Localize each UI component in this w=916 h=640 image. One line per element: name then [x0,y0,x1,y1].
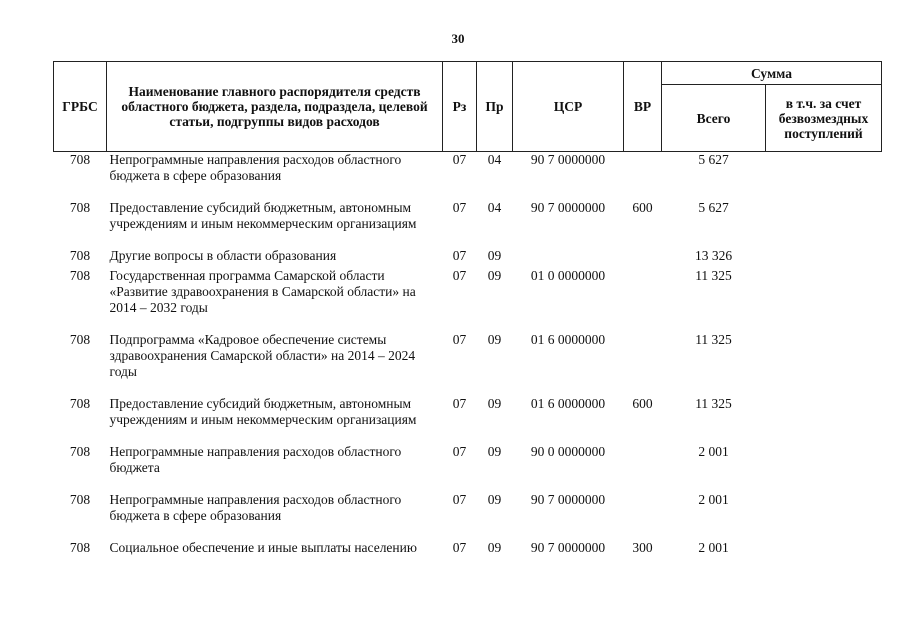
cell-rz: 07 [452,492,467,507]
cell-total: 2 001 [698,492,729,507]
cell-name: Предоставление субсидий бюджетным, автономным учреждениям и иным некоммерческим организациям [109,200,417,231]
cell-total: 11 325 [695,396,732,411]
cell-vr [624,268,662,332]
header-pr: Пр [477,62,513,152]
table-row [54,268,882,332]
cell-total: 11 325 [695,268,732,283]
cell-name: Государственная программа Самарской области «Развитие здравоохранения в Самарской области» на 2014 – 2032 годы [109,268,416,315]
cell-csr [513,248,624,268]
cell-name: Другие вопросы в области образования [109,248,337,263]
cell-total: 2 001 [698,540,729,555]
cell-incl [766,200,882,248]
table-row [54,444,882,492]
cell-grbs: 708 [69,248,91,263]
cell-csr: 90 7 0000000 [530,152,606,167]
cell-pr: 09 [487,492,502,507]
budget-table [53,61,882,572]
cell-csr: 90 7 0000000 [530,200,606,215]
cell-csr: 01 0 0000000 [530,268,606,283]
cell-name: Непрограммные направления расходов областного бюджета [109,444,402,475]
table-row [54,492,882,540]
cell-grbs: 708 [69,492,91,507]
cell-grbs: 708 [69,152,91,167]
header-grbs: ГРБС [54,62,107,152]
cell-vr: 600 [632,396,653,411]
cell-rz: 07 [452,332,467,347]
cell-incl [766,444,882,492]
cell-vr: 600 [632,200,653,215]
table-row [54,540,882,572]
cell-vr [624,492,662,540]
cell-pr: 04 [487,200,502,215]
cell-pr: 09 [487,268,502,283]
header-csr: ЦСР [513,62,624,152]
cell-pr: 09 [487,396,502,411]
cell-incl [766,152,882,201]
cell-grbs: 708 [69,200,91,215]
header-rz: Рз [443,62,477,152]
header-sum: Сумма [662,62,882,85]
table-row [54,152,882,201]
cell-incl [766,492,882,540]
header-incl: в т.ч. за счет безвозмездных поступлений [766,85,882,152]
table-row [54,248,882,268]
cell-total: 11 325 [695,332,732,347]
cell-name: Предоставление субсидий бюджетным, автономным учреждениям и иным некоммерческим организациям [109,396,417,427]
cell-rz: 07 [452,268,467,283]
cell-name: Социальное обеспечение и иные выплаты населению [109,540,417,555]
cell-name: Непрограммные направления расходов областного бюджета в сфере образования [109,152,402,183]
cell-pr: 09 [487,540,502,555]
cell-grbs: 708 [69,540,91,555]
cell-csr: 01 6 0000000 [530,396,606,411]
table-body [54,152,882,573]
cell-grbs: 708 [69,332,91,347]
cell-grbs: 708 [69,444,91,459]
cell-total: 5 627 [698,200,729,215]
page-number: 30 [451,31,465,46]
cell-rz: 07 [452,540,467,555]
cell-pr: 04 [487,152,502,167]
cell-name: Подпрограмма «Кадровое обеспечение системы здравоохранения Самарской области» на 2014 – 2024 годы [109,332,416,379]
table-header [54,62,882,152]
cell-total: 13 326 [694,248,733,263]
cell-vr: 300 [632,540,653,555]
cell-pr: 09 [487,248,502,263]
cell-rz: 07 [452,396,467,411]
cell-rz: 07 [452,248,467,263]
cell-vr [624,152,662,201]
cell-vr [624,444,662,492]
cell-incl [766,268,882,332]
cell-total: 5 627 [698,152,729,167]
cell-rz: 07 [452,200,467,215]
cell-csr: 01 6 0000000 [530,332,606,347]
cell-rz: 07 [452,152,467,167]
header-vr: ВР [624,62,662,152]
cell-vr [624,248,662,268]
table-row [54,396,882,444]
cell-pr: 09 [487,332,502,347]
cell-incl [766,332,882,396]
cell-grbs: 708 [69,268,91,283]
cell-vr [624,332,662,396]
cell-name: Непрограммные направления расходов областного бюджета в сфере образования [109,492,402,523]
cell-csr: 90 0 0000000 [530,444,606,459]
table-row [54,200,882,248]
cell-incl [766,248,882,268]
cell-grbs: 708 [69,396,91,411]
cell-csr: 90 7 0000000 [530,540,606,555]
cell-csr: 90 7 0000000 [530,492,606,507]
table-row [54,332,882,396]
cell-pr: 09 [487,444,502,459]
cell-rz: 07 [452,444,467,459]
cell-total: 2 001 [698,444,729,459]
cell-incl [766,540,882,572]
header-total: Всего [662,85,766,152]
header-name: Наименование главного распорядителя средств областного бюджета, раздела, подраздела, целевой статьи, подгруппы видов расходов [107,62,443,152]
cell-incl [766,396,882,444]
